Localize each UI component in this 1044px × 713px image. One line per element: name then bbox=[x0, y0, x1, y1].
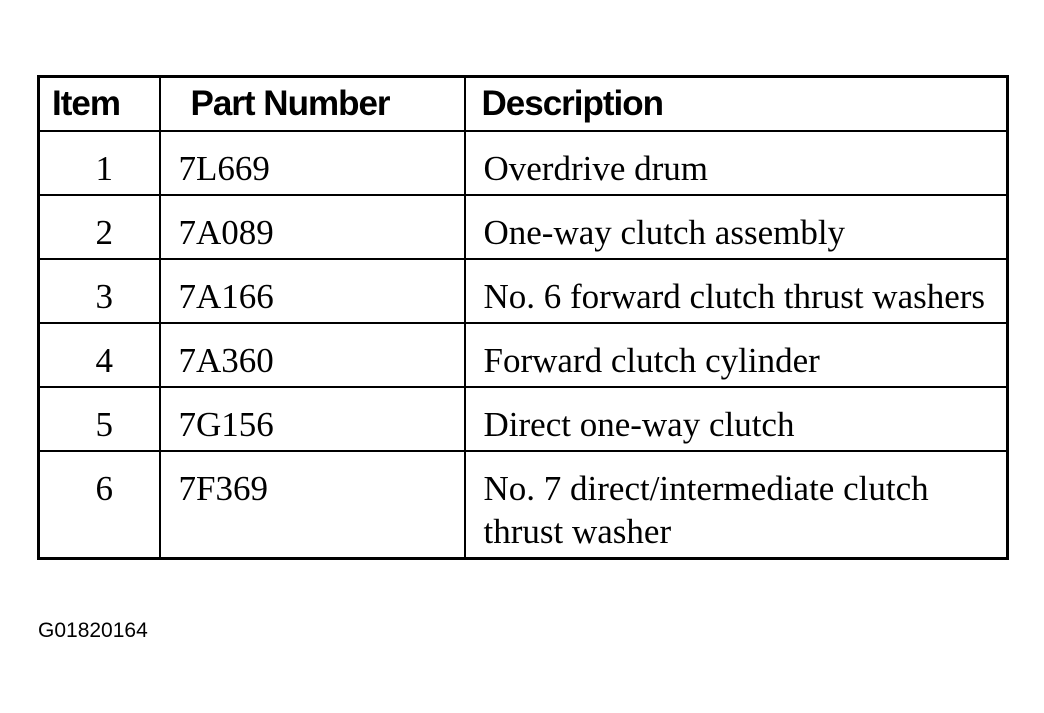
part-number: 7A360 bbox=[160, 323, 465, 387]
item-number: 4 bbox=[39, 323, 160, 387]
header-item: Item bbox=[39, 77, 160, 132]
table-row bbox=[39, 387, 1008, 451]
part-description: No. 7 direct/intermediate clutch thrust washer bbox=[465, 451, 1008, 559]
table-row bbox=[39, 259, 1008, 323]
item-number: 5 bbox=[39, 387, 160, 451]
figure-code: G01820164 bbox=[38, 619, 148, 642]
part-description: Forward clutch cylinder bbox=[465, 323, 1008, 387]
part-number: 7F369 bbox=[160, 451, 465, 559]
item-number: 6 bbox=[39, 451, 160, 559]
table-row bbox=[39, 131, 1008, 195]
item-number: 2 bbox=[39, 195, 160, 259]
table-row bbox=[39, 195, 1008, 259]
part-description: No. 6 forward clutch thrust washers bbox=[465, 259, 1008, 323]
part-number: 7L669 bbox=[160, 131, 465, 195]
item-number: 3 bbox=[39, 259, 160, 323]
parts-table bbox=[37, 75, 1009, 560]
header-part-number: Part Number bbox=[160, 77, 465, 132]
item-number: 1 bbox=[39, 131, 160, 195]
part-description: Direct one-way clutch bbox=[465, 387, 1008, 451]
part-description: Overdrive drum bbox=[465, 131, 1008, 195]
table-row bbox=[39, 323, 1008, 387]
part-number: 7A166 bbox=[160, 259, 465, 323]
header-description: Description bbox=[465, 77, 1008, 132]
table-row bbox=[39, 451, 1008, 559]
header-row bbox=[39, 77, 1008, 132]
part-number: 7A089 bbox=[160, 195, 465, 259]
part-description: One-way clutch assembly bbox=[465, 195, 1008, 259]
part-number: 7G156 bbox=[160, 387, 465, 451]
